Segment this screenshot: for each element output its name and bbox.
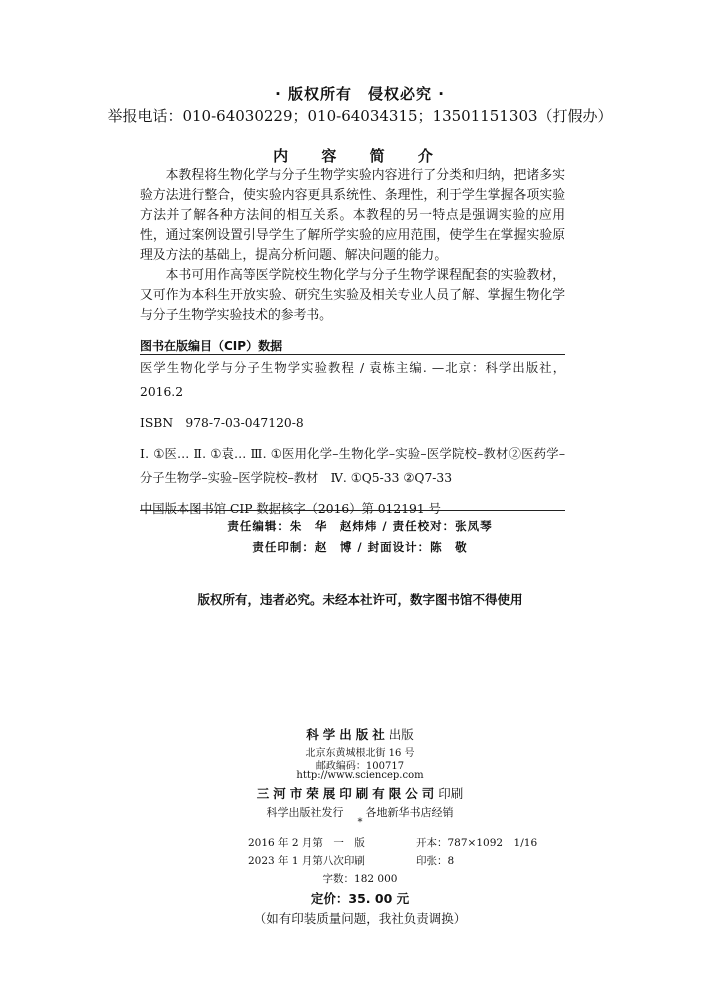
cip-classification: Ⅰ. ①医… Ⅱ. ①袁… Ⅲ. ①医用化学–生物化学–实验–医学院校–教材②医药学–分子生物学–实验–医学院校–教材 Ⅳ. ①Q5-33 ②Q7-33 [140, 447, 565, 485]
cip-number: 中国版本图书馆 CIP 数据核字（2016）第 012191 号 [140, 502, 441, 516]
printer-name: 三河市荣展印刷有限公司 [256, 786, 439, 801]
cip-heading: 图书在版编目（CIP）数据 [140, 339, 283, 353]
distribution: 科学出版社发行 各地新华书店经销 [266, 806, 454, 819]
cip-block [140, 356, 565, 521]
first-edition: 2016 年 2 月第 一 版 [248, 837, 365, 849]
publisher-postcode: 邮政编码：100717 [315, 761, 405, 772]
intro-title: 内 容 简 介 [273, 147, 447, 165]
intro-paragraph: 本书可用作高等医学院校生物化学与分子生物学课程配套的实验教材，又可作为本科生开放实验、研究生实验及相关专业人员了解、掌握生物化学与分子生物学实验技术的参考书。 [140, 268, 565, 323]
copyright-title: · 版权所有 侵权必究 · [275, 85, 445, 103]
reprint: 2023 年 1 月第八次印刷 [248, 855, 365, 867]
cip-title-line: 医学生物化学与分子生物学实验教程 / 袁栋主编. —北京：科学出版社，2016.2 [140, 361, 565, 399]
publisher-url: http://www.sciencep.com [296, 770, 424, 781]
cip-isbn: ISBN 978-7-03-047120-8 [140, 416, 304, 430]
format: 开本：787×1092 1/16 [416, 837, 538, 849]
publisher-name: 科学出版社 [306, 727, 389, 742]
publisher-line [0, 725, 720, 743]
intro-paragraph: 本教程将生物化学与分子生物学实验内容进行了分类和归纳，把诸多实验方法进行整合，使实验内容更具系统性、条理性，利于学生掌握各项实验方法并了解各种方法间的相互关系。本教程的另一特点是强调实验的应用性，通过案例设置引导学生了解所学实验的应用范围，使学生在掌握实验原理及方法的基础上，提高分析问题、解决问题的能力。 [140, 168, 565, 263]
return-note: （如有印装质量问题，我社负责调换） [253, 911, 467, 926]
printer-role: 印刷 [438, 786, 464, 801]
editors-line: 责任编辑：朱 华 赵炜炜 / 责任校对：张凤琴 [227, 519, 493, 533]
cip-top-rule [140, 354, 565, 355]
printer-line [0, 784, 720, 802]
publisher-address: 北京东黄城根北街 16 号 [305, 748, 415, 759]
cip-bottom-rule [140, 510, 565, 511]
report-hotline: 举报电话：010-64030229；010-64034315；13501151303（打假办） [107, 107, 613, 125]
sheets: 印张：8 [416, 855, 455, 867]
publisher-role: 出版 [388, 727, 414, 742]
price: 定价：35. 00 元 [310, 891, 410, 906]
digital-use-notice: 版权所有，违者必究。未经本社许可，数字图书馆不得使用 [197, 592, 523, 607]
production-line: 责任印制：赵 博 / 封面设计：陈 敬 [252, 540, 468, 554]
intro-text [140, 166, 565, 326]
separator-star: * [357, 817, 363, 828]
word-count: 字数：182 000 [322, 873, 398, 885]
